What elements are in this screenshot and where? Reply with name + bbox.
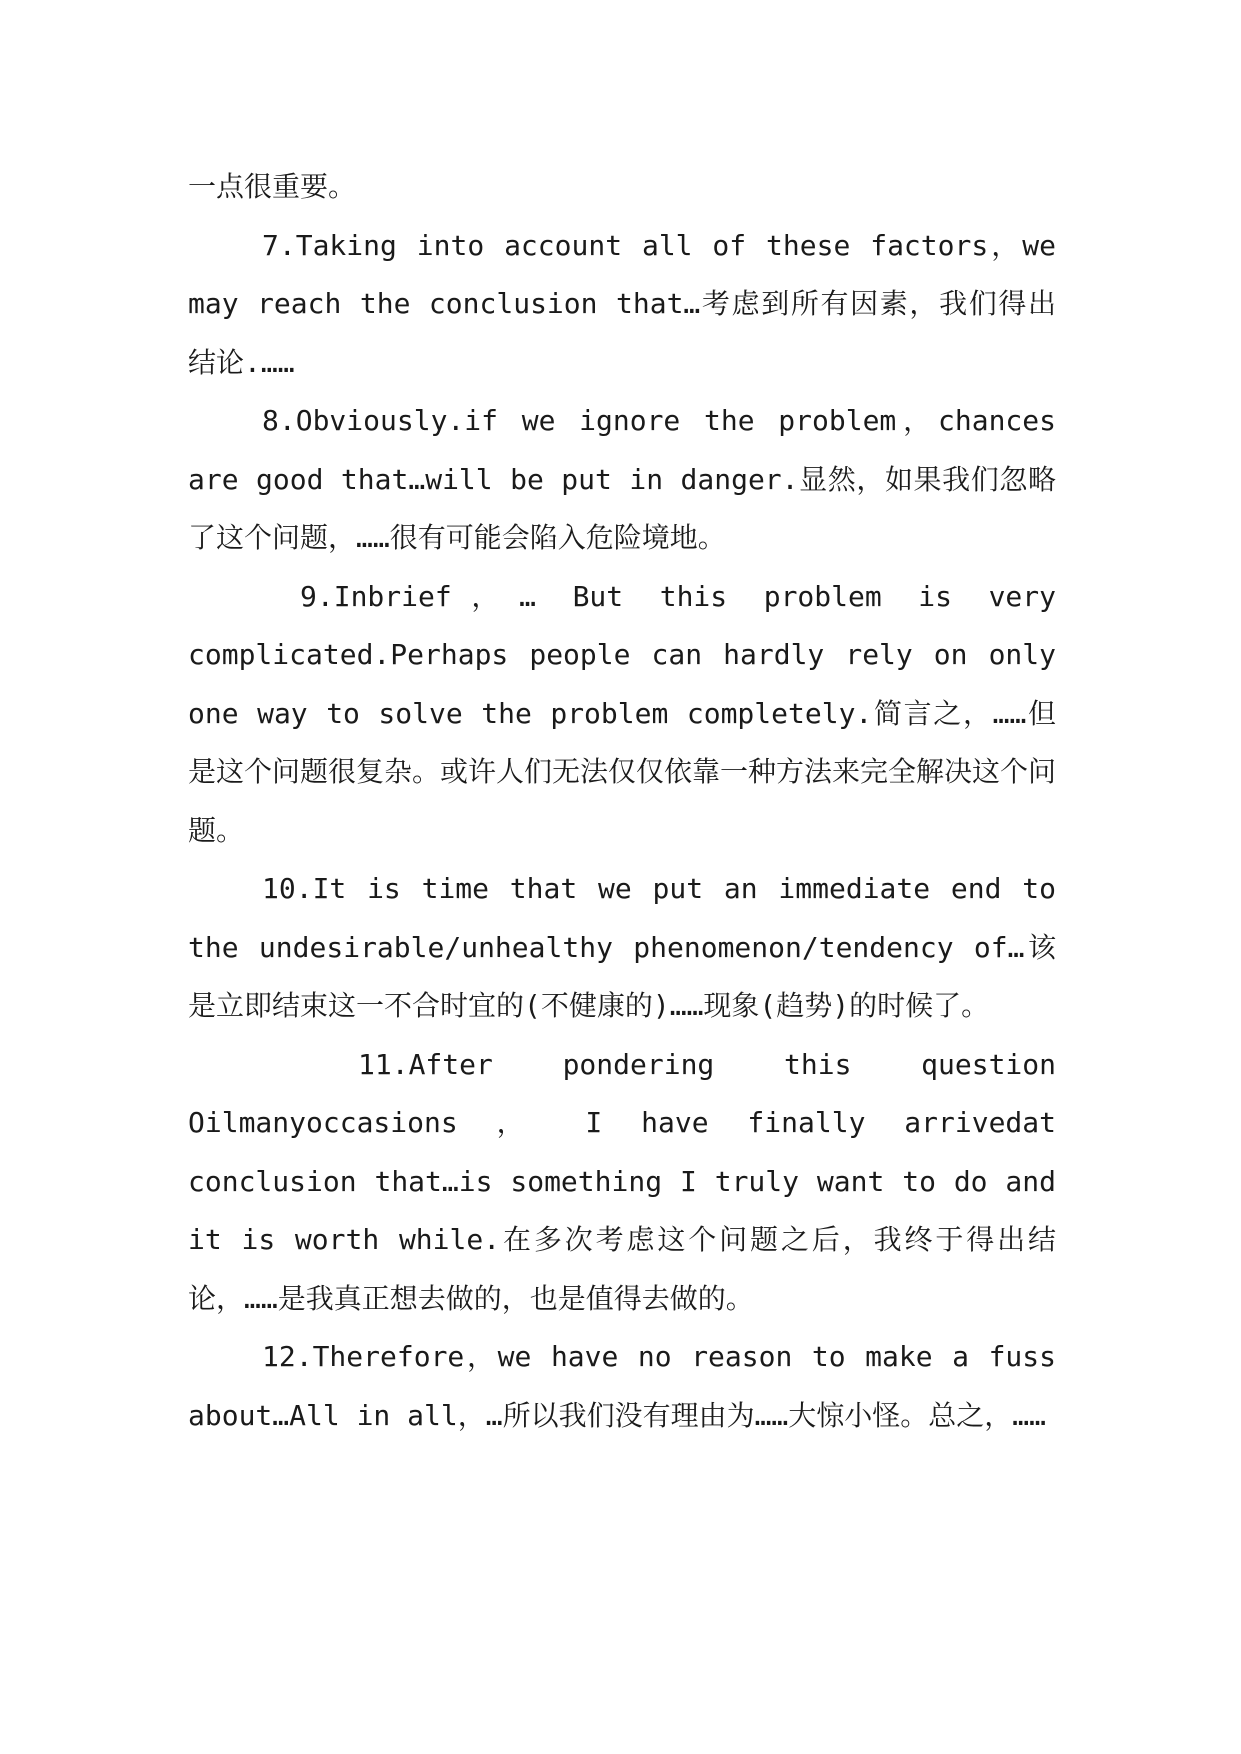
paragraph-11: 11.After pondering this question Oilmanyoccasions ， I have finally arrivedat conclusion that…is something I truly want to do and it is worth while.在多次考虑这个问题之后，我终于得出结论，……是我真正想去做的，也是值得去做的。 [188, 1047, 1056, 1315]
paragraph-7: 7.Taking into account all of these factors，we may reach the conclusion that…考虑到所有因素，我们得出结论.…… [188, 228, 1056, 379]
paragraph-12: 12.Therefore，we have no reason to make a fuss about…All in all，…所以我们没有理由为……大惊小怪。总之，…… [188, 1340, 1056, 1432]
paragraph-8: 8.Obviously.if we ignore the problem，chances are good that…will be put in danger.显然，如果我们忽略了这个问题，……很有可能会陷入危险境地。 [188, 404, 1056, 554]
paragraph-continuation: 一点很重要。 [188, 170, 357, 203]
document-body [188, 158, 1056, 1445]
paragraph-10: 10.It is time that we put an immediate end to the undesirable/unhealthy phenomenon/tendency of…该是立即结束这一不合时宜的(不健康的)……现象(趋势)的时候了。 [188, 872, 1056, 1022]
paragraph-9: 9.Inbrief，… But this problem is very complicated.Perhaps people can hardly rely on only one way to solve the problem completely.简言之，……但是这个问题很复杂。或许人们无法仅仅依靠一种方法来完全解决这个问题。 [188, 579, 1057, 847]
